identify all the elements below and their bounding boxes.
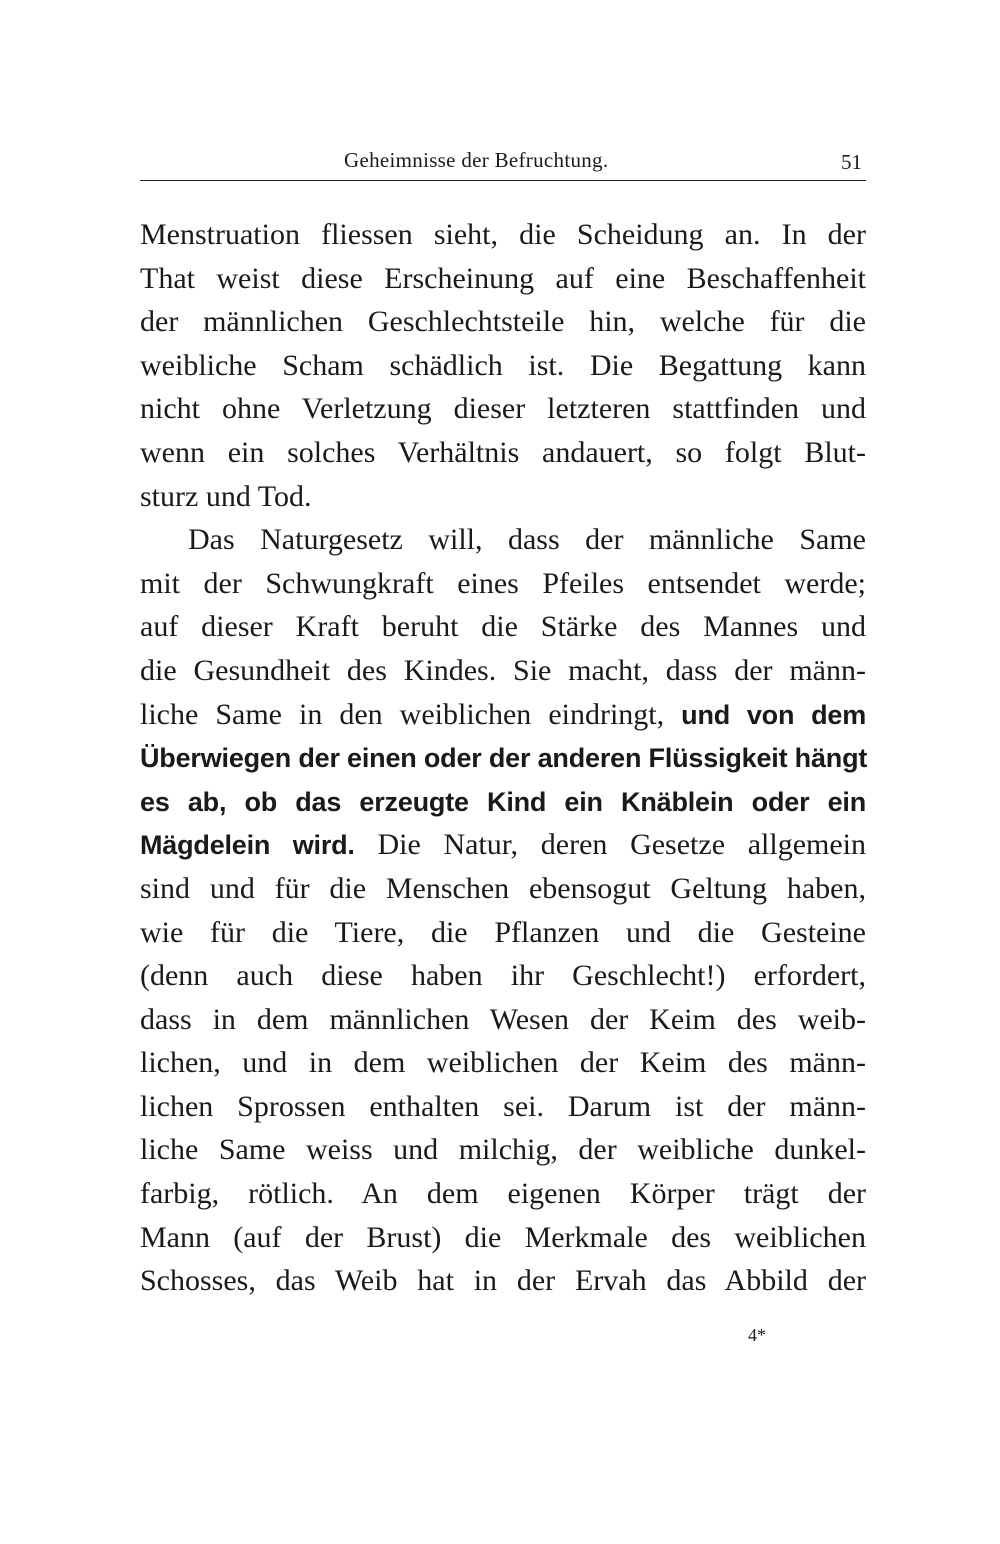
running-head (140, 146, 866, 181)
text-line: That weist diese Erscheinung auf eine Beschaffenheit (140, 261, 866, 295)
text-line: Mann (auf der Brust) die Merkmale des weiblichen (140, 1220, 866, 1254)
text-line: dass in dem männlichen Wesen der Keim des weib- (140, 1002, 866, 1036)
text-line: wenn ein solches Verhältnis andauert, so folgt Blut- (140, 435, 866, 469)
text-line-mixed (140, 693, 866, 737)
text-line-indented: Das Naturgesetz will, dass der männliche Same (188, 523, 866, 557)
text-line: mit der Schwungkraft eines Pfeiles entsendet werde; (140, 566, 866, 600)
text-line: sind und für die Menschen ebensogut Geltung haben, (140, 871, 866, 905)
text-line-mixed (140, 823, 866, 867)
body-text (140, 213, 866, 1303)
text-line: lichen, und in dem weiblichen der Keim des männ- (140, 1046, 866, 1080)
emphasized-text: Mägdelein wird. (140, 830, 355, 861)
text-line: wie für die Tiere, die Pflanzen und die Gesteine (140, 915, 866, 949)
text-line: der männlichen Geschlechtsteile hin, welche für die (140, 305, 866, 339)
running-title: Geheimnisse der Befruchtung. (344, 148, 609, 172)
text-line: farbig, rötlich. An dem eigenen Körper trägt der (140, 1177, 866, 1211)
text-line: (denn auch diese haben ihr Geschlecht!) erfordert, (140, 959, 866, 993)
page-number: 51 (841, 150, 862, 174)
text-run: liche Same in den weiblichen eindringt, (140, 697, 665, 731)
text-line: Schosses, das Weib hat in der Ervah das Abbild der (140, 1264, 866, 1298)
text-run: Die Natur, deren Gesetze allgemein (377, 828, 867, 862)
text-line: liche Same weiss und milchig, der weibliche dunkel- (140, 1133, 866, 1167)
emphasized-text: und von dem (681, 699, 867, 730)
text-line-emphasized (140, 780, 866, 824)
text-line: auf dieser Kraft beruht die Stärke des Mannes und (140, 610, 866, 644)
emphasized-text: Überwiegen der einen oder der anderen Flüssigkeit hängt (140, 743, 868, 774)
text-line: lichen Sprossen enthalten sei. Darum ist der männ- (140, 1089, 866, 1123)
text-line: die Gesundheit des Kindes. Sie macht, dass der männ- (140, 653, 866, 687)
emphasized-text: es ab, ob das erzeugte Kind ein Knäblein oder ein (140, 786, 866, 817)
signature-mark: 4* (748, 1325, 766, 1345)
text-line: Menstruation fliessen sieht, die Scheidung an. In der (140, 218, 866, 251)
text-line: sturz und Tod. (140, 479, 312, 513)
text-line: weibliche Scham schädlich ist. Die Begattung kann (140, 348, 866, 382)
text-line: nicht ohne Verletzung dieser letzteren stattfinden und (140, 392, 866, 426)
text-line-emphasized (140, 736, 866, 780)
